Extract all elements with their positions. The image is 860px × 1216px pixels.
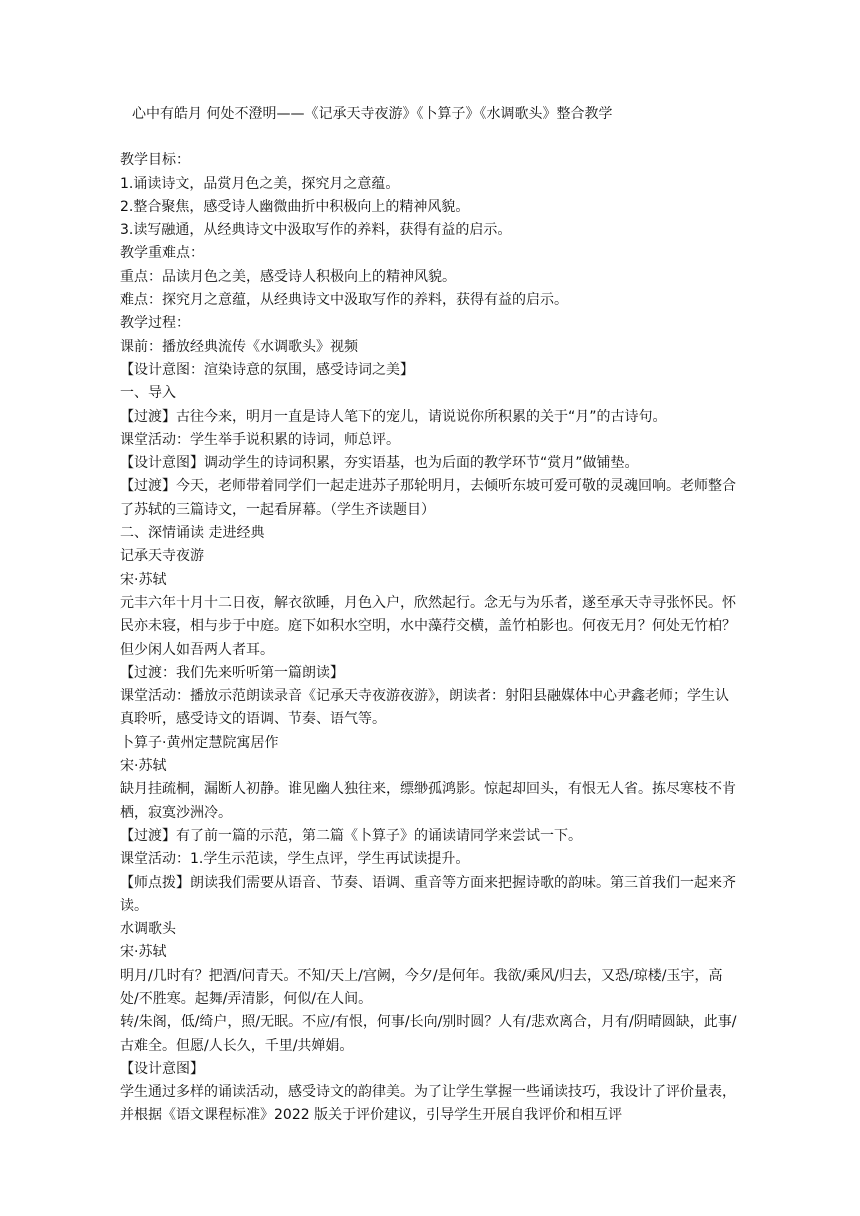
paragraph: 宋·苏轼 xyxy=(120,571,167,588)
paragraph: 宋·苏轼 xyxy=(120,758,167,775)
paragraph-list xyxy=(120,149,740,1127)
paragraph: 宋·苏轼 xyxy=(120,944,167,961)
paragraph: 【设计意图】 xyxy=(120,1060,204,1077)
paragraph: 重点：品读月色之美，感受诗人积极向上的精神风貌。 xyxy=(120,268,456,285)
paragraph: 3.读写融通，从经典诗文中汲取写作的养料，获得有益的启示。 xyxy=(120,222,512,239)
paragraph: 教学过程： xyxy=(120,315,190,332)
paragraph: 记承天寺夜游 xyxy=(120,548,204,565)
paragraph: 【过渡】古往今来，明月一直是诗人笔下的宠儿，请说说你所积累的关于“月”的古诗句。 xyxy=(120,408,667,425)
paragraph: 课前：播放经典流传《水调歌头》视频 xyxy=(120,338,358,355)
paragraph: 转/朱阁，低/绮户，照/无眠。不应/有恨，何事/长向/别时圆？人有/悲欢离合，月有/阴晴圆缺，此事/古难全。但愿/人长久，千里/共婵娟。 xyxy=(120,1014,737,1054)
paragraph: 教学重难点： xyxy=(120,245,204,262)
paragraph: 课堂活动：学生举手说积累的诗词，师总评。 xyxy=(120,431,400,448)
paragraph: 课堂活动：1.学生示范读，学生点评，学生再试读提升。 xyxy=(120,851,470,868)
document-body xyxy=(120,103,740,1128)
paragraph: 教学目标： xyxy=(120,152,190,169)
paragraph: 【过渡】今天，老师带着同学们一起走进苏子那轮明月，去倾听东坡可爱可敬的灵魂回响。老师整合了苏轼的三篇诗文，一起看屏幕。（学生齐读题目） xyxy=(120,478,736,518)
paragraph: 二、深情诵读 走进经典 xyxy=(120,525,265,542)
paragraph: 元丰六年十月十二日夜，解衣欲睡，月色入户，欣然起行。念无与为乐者，遂至承天寺寻张怀民。怀民亦未寝，相与步于中庭。庭下如积水空明，水中藻荇交横，盖竹柏影也。何夜无月？何处无竹柏？但少闲人如吾两人者耳。 xyxy=(120,594,736,658)
paragraph: 【设计意图】调动学生的诗词积累，夯实语基，也为后面的教学环节“赏月”做铺垫。 xyxy=(120,455,639,472)
paragraph: 学生通过多样的诵读活动，感受诗文的韵律美。为了让学生掌握一些诵读技巧，我设计了评价量表，并根据《语文课程标准》2022 版关于评价建议，引导学生开展自我评价和相互评 xyxy=(120,1084,736,1124)
paragraph: 一、导入 xyxy=(120,385,176,402)
paragraph: 【过渡】有了前一篇的示范，第二篇《卜算子》的诵读请同学来尝试一下。 xyxy=(120,827,582,844)
paragraph: 【设计意图：渲染诗意的氛围，感受诗词之美】 xyxy=(120,361,414,378)
paragraph: 课堂活动：播放示范朗读录音《记承天寺夜游夜游》，朗读者：射阳县融媒体中心尹鑫老师；学生认真聆听，感受诗文的语调、节奏、语气等。 xyxy=(120,688,729,728)
paragraph: 明月/几时有？把酒/问青天。不知/天上/宫阙，今夕/是何年。我欲/乘风/归去，又恐/琼楼/玉宇，高处/不胜寒。起舞/弄清影，何似/在人间。 xyxy=(120,967,723,1007)
paragraph: 1.诵读诗文，品赏月色之美，探究月之意蕴。 xyxy=(120,175,400,192)
paragraph: 2.整合聚焦，感受诗人幽微曲折中积极向上的精神风貌。 xyxy=(120,198,470,215)
paragraph: 【过渡：我们先来听听第一篇朗读】 xyxy=(120,664,344,681)
paragraph: 卜算子·黄州定慧院寓居作 xyxy=(120,734,279,751)
paragraph: 水调歌头 xyxy=(120,921,176,938)
document-title: 心中有皓月 何处不澄明——《记承天寺夜游》《卜算子》《水调歌头》整合教学 xyxy=(132,106,613,122)
paragraph: 缺月挂疏桐，漏断人初静。谁见幽人独往来，缥缈孤鸿影。惊起却回头，有恨无人省。拣尽寒枝不肯栖，寂寞沙洲冷。 xyxy=(120,781,736,821)
paragraph: 难点：探究月之意蕴，从经典诗文中汲取写作的养料，获得有益的启示。 xyxy=(120,292,568,309)
paragraph: 【师点拨】朗读我们需要从语音、节奏、语调、重音等方面来把握诗歌的韵味。第三首我们一起来齐读。 xyxy=(120,874,736,914)
